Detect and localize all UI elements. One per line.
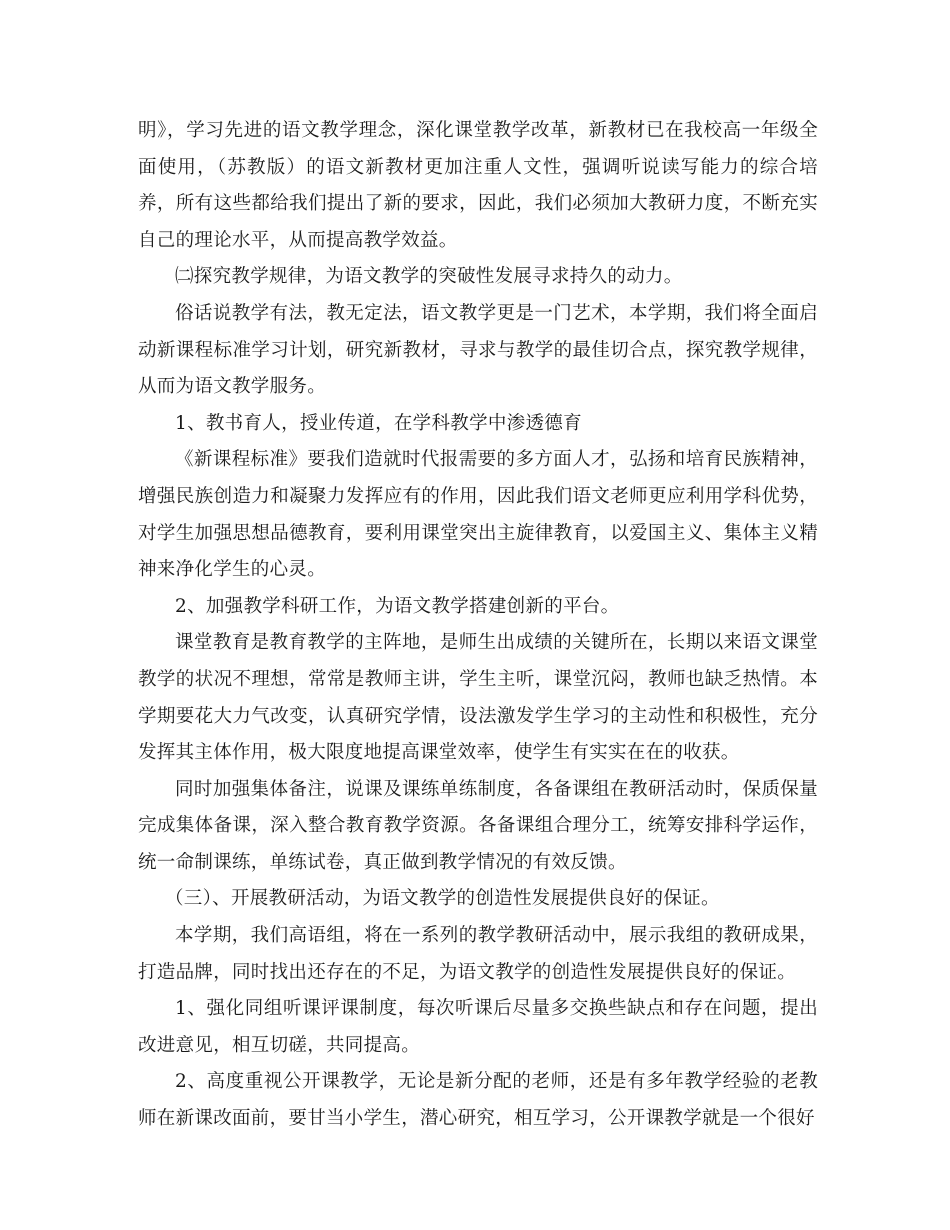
subheading-2: 2、加强教学科研工作，为语文教学搭建创新的平台。 [175, 595, 620, 617]
list-item-1: 1、强化同组听课评课制度，每次听课后尽量多交换些缺点和存在问题，提出改进意见，相互切磋，共同提高。 [138, 998, 818, 1056]
section-heading-2: ㈡探究教学规律，为语文教学的突破性发展寻求持久的动力。 [175, 266, 683, 288]
paragraph: 《新课程标准》要我们造就时代报需要的多方面人才，弘扬和培育民族精神，增强民族创造力和凝聚力发挥应有的作用，因此我们语文老师更应利用学科优势，对学生加强思想品德教育，要利用课堂突出主旋律教育，以爱国主义、集体主义精神来净化学生的心灵。 [138, 449, 818, 581]
paragraph: 同时加强集体备注，说课及课练单练制度，各备课组在教研活动时，保质保量完成集体备课，深入整合教育教学资源。各备课组合理分工，统筹安排科学运作，统一命制课练，单练试卷，真正做到教学情况的有效反馈。 [138, 778, 818, 873]
paragraph: 俗话说教学有法，教无定法，语文教学更是一门艺术，本学期，我们将全面启动新课程标准学习计划，研究新教材，寻求与教学的最佳切合点，探究教学规律，从而为语文教学服务。 [138, 302, 818, 398]
list-item-2: 2、高度重视公开课教学，无论是新分配的老师，还是有多年教学经验的老教师在新课改面前，要甘当小学生，潜心研究，相互学习，公开课教学就是一个很好 [138, 1071, 818, 1130]
subheading-1: 1、教书育人，授业传道，在学科教学中渗透德育 [175, 412, 582, 434]
paragraph: 本学期，我们高语组，将在一系列的教学教研活动中，展示我组的教研成果，打造品牌，同时找出还存在的不足，为语文教学的创造性发展提供良好的保证。 [138, 925, 818, 983]
paragraph: 课堂教育是教育教学的主阵地，是师生出成绩的关键所在，长期以来语文课堂教学的状况不理想，常常是教师主讲，学生主听，课堂沉闷，教师也缺乏热情。本学期要花大力气改变，认真研究学情，设法激发学生学习的主动性和积极性，充分发挥其主体作用，极大限度地提高课堂效率，使学生有实实在在的收获。 [138, 632, 818, 764]
document-body [138, 113, 818, 1138]
section-heading-3: （三）、开展教研活动，为语文教学的创造性发展提供良好的保证。 [165, 888, 720, 910]
paragraph-continuation: 明》，学习先进的语文教学理念，深化课堂教学改革，新教材已在我校高一年级全面使用，（苏教版）的语文新教材更加注重人文性，强调听说读写能力的综合培养，所有这些都给我们提出了新的要求，因此，我们必须加大教研力度，不断充实自己的理论水平，从而提高教学效益。 [138, 120, 818, 251]
